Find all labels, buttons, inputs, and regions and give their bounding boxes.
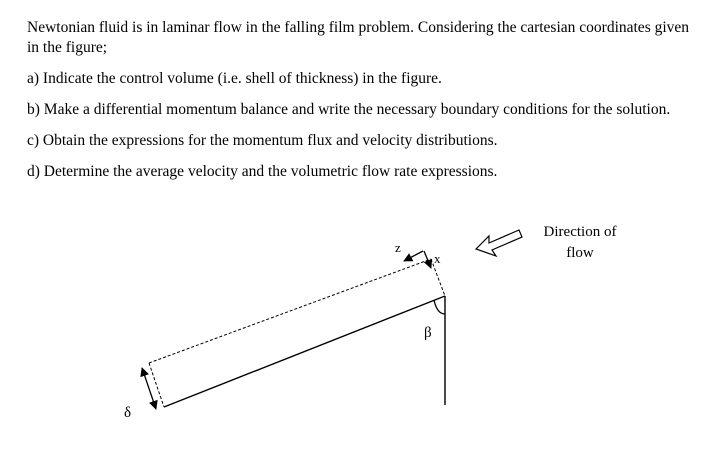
question-d: d) Determine the average velocity and the volumetric flow rate expressions. bbox=[27, 163, 498, 180]
film-surface-dashed-line bbox=[149, 259, 431, 363]
thickness-arrow bbox=[142, 368, 156, 409]
delta-label: δ bbox=[124, 405, 132, 421]
question-b: b) Make a differential momentum balance and write the necessary boundary conditions for the solution. bbox=[27, 101, 671, 118]
inclined-plate-line bbox=[164, 296, 445, 407]
z-axis-arrow bbox=[404, 251, 423, 261]
question-c: c) Obtain the expressions for the momentum flux and velocity distributions. bbox=[27, 132, 498, 149]
z-axis-label: z bbox=[395, 240, 401, 255]
x-axis-label: x bbox=[434, 251, 441, 266]
flow-label-line2: flow bbox=[566, 245, 594, 261]
beta-angle-arc bbox=[434, 300, 445, 314]
film-left-edge-dashed bbox=[149, 363, 164, 407]
problem-intro-text: Newtonian fluid is in laminar flow in the falling film problem. Considering the cartesian coordinates given in the figure; bbox=[27, 19, 690, 56]
flow-direction-legend bbox=[535, 222, 625, 264]
x-axis-arrow bbox=[424, 251, 431, 268]
question-a: a) Indicate the control volume (i.e. shell of thickness) in the figure. bbox=[27, 70, 442, 87]
flow-label-line1: Direction of bbox=[543, 224, 617, 240]
flow-direction-arrow-icon bbox=[476, 230, 522, 256]
beta-label: β bbox=[424, 325, 432, 341]
